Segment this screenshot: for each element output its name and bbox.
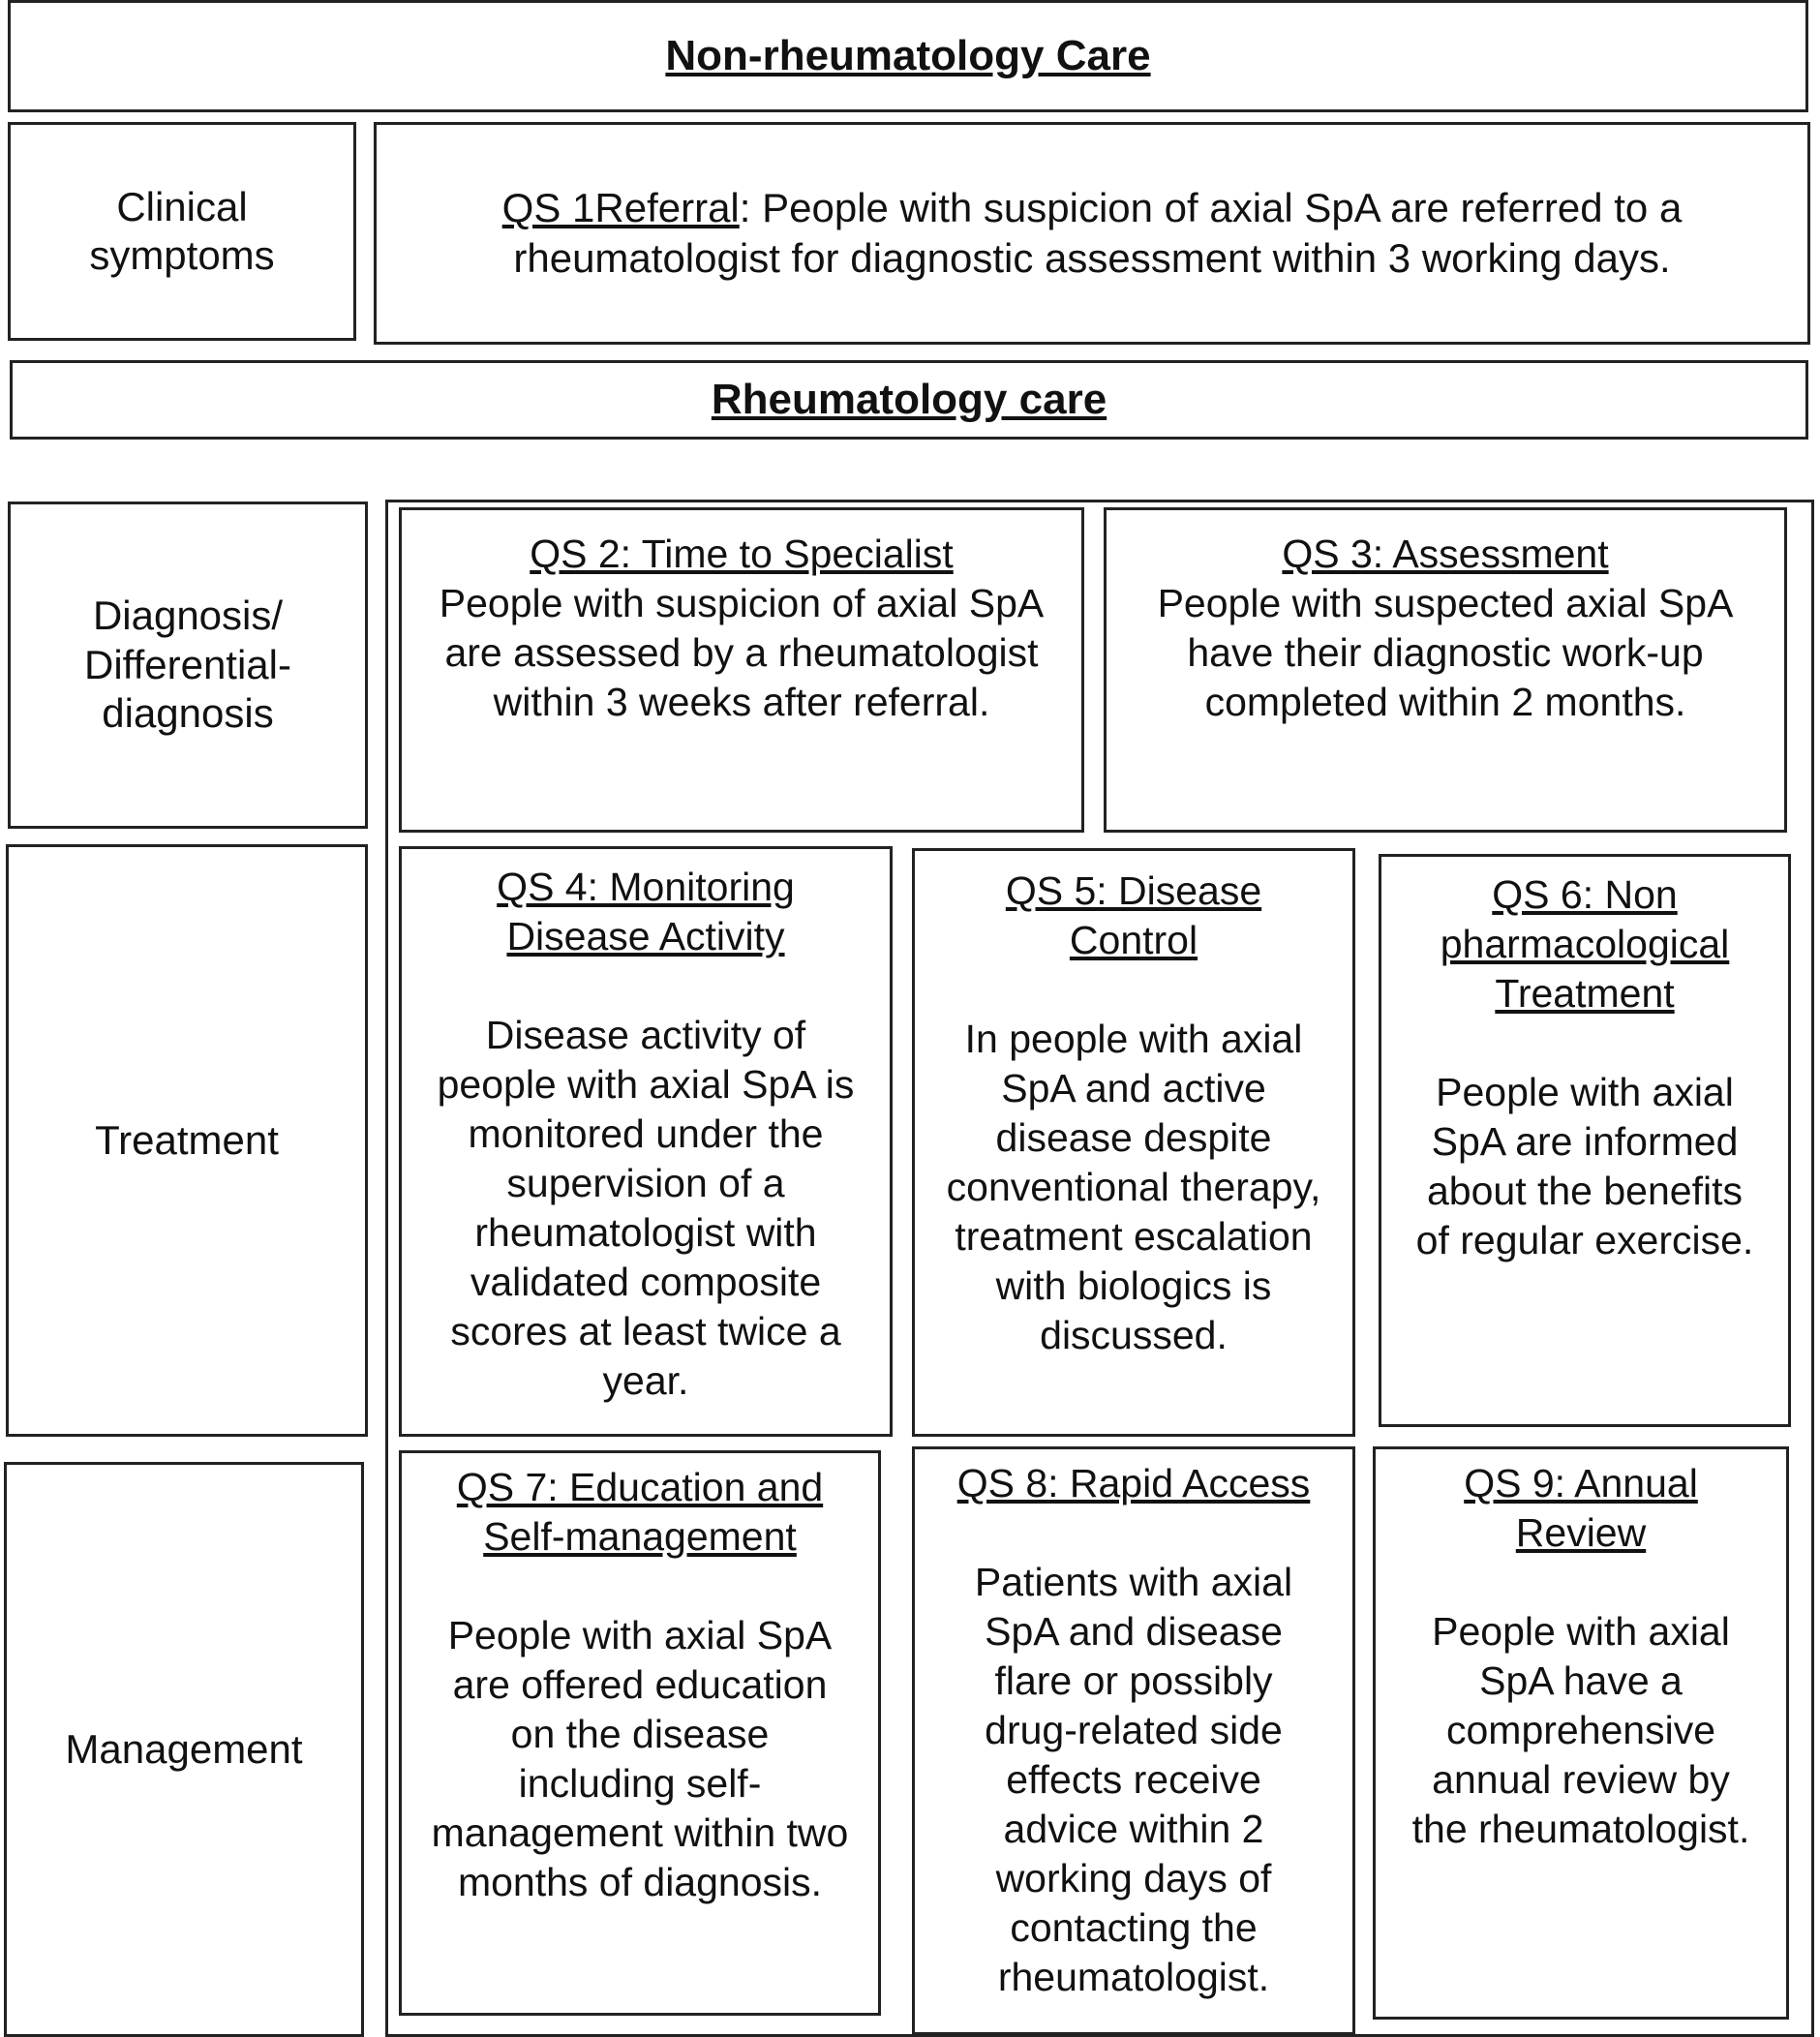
qs5-title: QS 5: Disease Control xyxy=(1005,868,1262,962)
diagnosis-label-line-3: diagnosis xyxy=(102,690,274,737)
qs1-text xyxy=(396,183,1788,284)
row-label-diagnosis xyxy=(8,502,368,829)
diagnosis-label xyxy=(84,592,291,738)
rheumatology-care-banner xyxy=(10,360,1808,440)
qs5-body: In people with axial SpA and active disease despite conventional therapy, treatment escalation with biologics is discussed. xyxy=(946,1017,1321,1357)
qs4-monitoring-box xyxy=(399,846,893,1437)
qs3-assessment-box xyxy=(1104,507,1787,833)
treatment-label: Treatment xyxy=(95,1116,279,1163)
qs2-body: People with suspicion of axial SpA are assessed by a rheumatologist within 3 weeks after referral. xyxy=(439,581,1045,724)
rheumatology-care-title: Rheumatology care xyxy=(711,376,1107,423)
qs4-title: QS 4: Monitoring Disease Activity xyxy=(497,865,795,958)
diagnosis-label-line-1: Diagnosis/ xyxy=(92,593,284,639)
row-label-clinical-symptoms xyxy=(8,122,356,341)
qs7-title: QS 7: Education and Self-management xyxy=(456,1465,824,1559)
qs6-title: QS 6: Non pharmacological Treatment xyxy=(1440,872,1730,1016)
qs2-title: QS 2: Time to Specialist xyxy=(530,532,954,576)
qs1-title: QS 1Referral xyxy=(501,185,740,230)
row-label-treatment xyxy=(6,844,368,1437)
qs9-body: People with axial SpA have a comprehensive annual review by the rheumatologist. xyxy=(1411,1609,1750,1851)
qs4-body: Disease activity of people with axial SpA is monitored under the supervision of a rheumatologist with validated composite scores at least twice a year. xyxy=(437,1013,855,1403)
clinical-symptoms-label: Clinical symptoms xyxy=(89,183,275,278)
qs9-annual-review-box xyxy=(1373,1446,1789,2020)
qs8-rapid-access-box xyxy=(912,1446,1355,2035)
qs8-body: Patients with axial SpA and disease flare or possibly drug-related side effects receive advice within 2 working days of contacting the rheumatologist. xyxy=(974,1560,1293,1999)
non-rheumatology-care-title: Non-rheumatology Care xyxy=(665,32,1151,79)
qs3-body: People with suspected axial SpA have their diagnostic work-up completed within 2 months. xyxy=(1157,581,1734,724)
row-label-management xyxy=(4,1462,364,2037)
qs6-non-pharmacological-box xyxy=(1379,854,1791,1427)
qs7-body: People with axial SpA are offered education on the disease including self-management within two months of diagnosis. xyxy=(431,1613,849,1904)
diagnosis-label-line-2: Differential- xyxy=(84,641,291,687)
non-rheumatology-care-banner xyxy=(8,0,1808,112)
qs2-time-to-specialist-box xyxy=(399,507,1084,833)
management-label: Management xyxy=(65,1725,303,1772)
qs1-referral-box xyxy=(374,122,1810,345)
qs1-body: : People with suspicion of axial SpA are referred to a rheumatologist for diagnostic assessment within 3 working days. xyxy=(513,185,1683,281)
qs8-title: QS 8: Rapid Access xyxy=(956,1461,1311,1505)
qs3-title: QS 3: Assessment xyxy=(1282,532,1609,576)
qs9-title: QS 9: Annual Review xyxy=(1464,1461,1698,1555)
qs6-body: People with axial SpA are informed about the benefits of regular exercise. xyxy=(1415,1070,1754,1262)
qs5-disease-control-box xyxy=(912,848,1355,1437)
qs7-education-box xyxy=(399,1450,881,2016)
